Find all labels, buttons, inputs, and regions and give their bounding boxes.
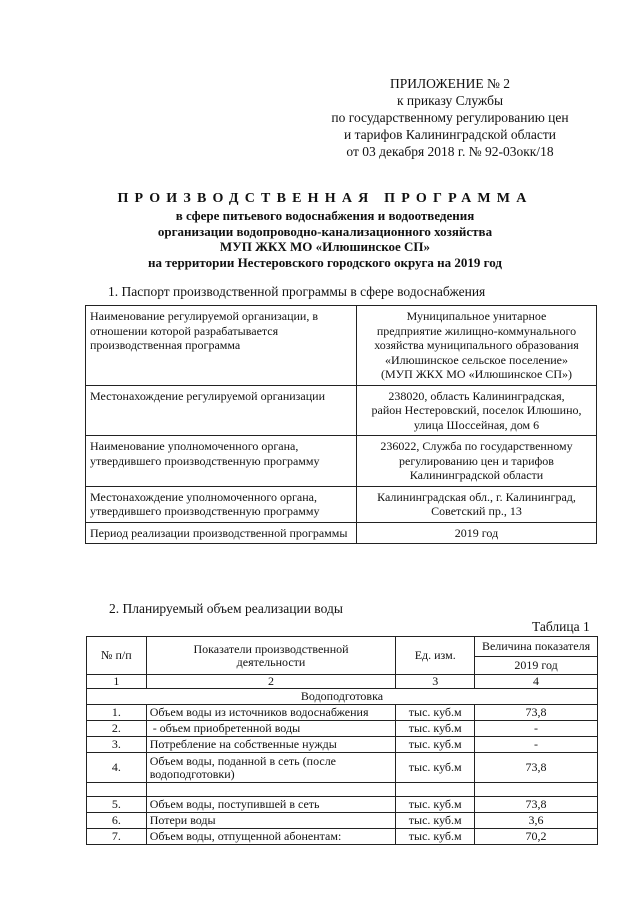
index-row xyxy=(87,675,598,689)
row-unit: тыс. куб.м xyxy=(396,753,475,783)
row-value: 73,8 xyxy=(475,705,598,721)
appendix-line: от 03 декабря 2018 г. № 92-03окк/18 xyxy=(346,144,554,159)
value-line: 2019 год xyxy=(454,525,499,540)
row-name: Потребление на собственные нужды xyxy=(146,737,396,753)
row-value: 73,8 xyxy=(475,753,598,783)
row-num: 1. xyxy=(87,705,147,721)
passport-value xyxy=(357,436,597,487)
row-value: - xyxy=(475,737,598,753)
row-name: Потери воды xyxy=(146,813,396,829)
passport-table xyxy=(85,305,597,544)
row-num: 2. xyxy=(87,721,147,737)
header-row xyxy=(87,637,598,657)
value-line: улица Шоссейная, дом 6 xyxy=(413,417,540,432)
header-year: 2019 год xyxy=(475,657,598,675)
row-num: 6. xyxy=(87,813,147,829)
row-num: 4. xyxy=(87,753,147,783)
table-row xyxy=(87,797,598,813)
row-unit: тыс. куб.м xyxy=(396,797,475,813)
passport-row xyxy=(86,522,597,544)
title-main: ПРОИЗВОДСТВЕННАЯ ПРОГРАММА xyxy=(117,191,533,206)
row-num: 3. xyxy=(87,737,147,753)
spacer-row xyxy=(87,783,598,797)
value-line: Калининградская обл., г. Калининград, xyxy=(377,489,576,504)
row-unit: тыс. куб.м xyxy=(396,705,475,721)
header-value: Величина показателя xyxy=(475,637,598,657)
row-value: - xyxy=(475,721,598,737)
title-line: организации водопроводно-канализационного хозяйства xyxy=(157,223,493,239)
title-line: МУП ЖКХ МО «Илюшинское СП» xyxy=(219,239,431,254)
passport-label: Наименование регулируемой организации, в отношении которой разрабатывается производственная программа xyxy=(86,306,357,386)
passport-label: Местонахождение регулируемой организации xyxy=(86,385,357,436)
passport-row xyxy=(86,306,597,386)
value-line: предприятие жилищно-коммунального xyxy=(376,323,577,338)
table-row xyxy=(87,813,598,829)
value-line: (МУП ЖКХ МО «Илюшинское СП») xyxy=(381,367,572,381)
title-line: в сфере питьевого водоснабжения и водоотведения xyxy=(175,208,475,223)
value-line: район Нестеровский, поселок Илюшино, xyxy=(371,403,582,417)
passport-value xyxy=(357,486,597,522)
row-unit: тыс. куб.м xyxy=(396,829,475,845)
indicators-table xyxy=(86,636,598,845)
value-line: «Илюшинское сельское поселение» xyxy=(384,352,568,367)
value-line: 236022, Служба по государственному xyxy=(380,439,573,453)
row-unit: тыс. куб.м xyxy=(396,737,475,753)
row-name: Объем воды из источников водоснабжения xyxy=(146,705,396,721)
group-label: Водоподготовка xyxy=(87,689,598,705)
index-cell: 1 xyxy=(87,675,147,689)
value-line: Муниципальное унитарное xyxy=(406,309,547,323)
passport-label: Наименование уполномоченного органа, утвердившего производственную программу xyxy=(86,436,357,487)
table-row xyxy=(87,721,598,737)
passport-value xyxy=(357,385,597,436)
passport-label: Местонахождение уполномоченного органа, утвердившего производственную программу xyxy=(86,486,357,522)
row-name: - объем приобретенной воды xyxy=(146,721,396,737)
section-1-heading: 1. Паспорт производственной программы в сфере водоснабжения xyxy=(108,284,486,299)
value-line: Советский пр., 13 xyxy=(431,504,522,518)
value-line: Калининградской области xyxy=(409,468,544,482)
appendix-line: по государственному регулированию цен xyxy=(331,110,569,125)
title-line: на территории Нестеровского городского округа на 2019 год xyxy=(148,254,502,270)
passport-label: Период реализации производственной программы xyxy=(86,522,357,544)
passport-value xyxy=(357,522,597,544)
header-num: № п/п xyxy=(87,637,147,675)
index-cell: 2 xyxy=(146,675,396,689)
row-name: Объем воды, поступившей в сеть xyxy=(146,797,396,813)
document-title xyxy=(60,190,590,270)
value-line: 238020, область Калининградская, xyxy=(388,388,565,403)
value-line: хозяйства муниципального образования xyxy=(374,338,579,352)
row-unit: тыс. куб.м xyxy=(396,721,475,737)
section-2-heading: 2. Планируемый объем реализации воды xyxy=(109,601,343,616)
table-label: Таблица 1 xyxy=(532,619,590,634)
row-value: 73,8 xyxy=(475,797,598,813)
table-row xyxy=(87,753,598,783)
row-value: 70,2 xyxy=(475,829,598,845)
index-cell: 4 xyxy=(475,675,598,689)
row-name: Объем воды, отпущенной абонентам: xyxy=(146,829,396,845)
row-unit: тыс. куб.м xyxy=(396,813,475,829)
passport-row xyxy=(86,385,597,436)
passport-value xyxy=(357,306,597,386)
row-value: 3,6 xyxy=(475,813,598,829)
table-row xyxy=(87,829,598,845)
appendix-line: и тарифов Калининградской области xyxy=(344,127,556,142)
group-row xyxy=(87,689,598,705)
row-num: 7. xyxy=(87,829,147,845)
appendix-header xyxy=(300,75,600,160)
appendix-line: ПРИЛОЖЕНИЕ № 2 xyxy=(389,76,511,91)
appendix-line: к приказу Службы xyxy=(396,93,504,108)
table-row xyxy=(87,737,598,753)
row-name: Объем воды, поданной в сеть (после водоподготовки) xyxy=(146,753,396,783)
row-num: 5. xyxy=(87,797,147,813)
index-cell: 3 xyxy=(396,675,475,689)
passport-row xyxy=(86,436,597,487)
table-row xyxy=(87,705,598,721)
header-indicator: Показатели производственной деятельности xyxy=(146,637,396,675)
value-line: регулированию цен и тарифов xyxy=(399,453,554,468)
header-unit: Ед. изм. xyxy=(396,637,475,675)
passport-row xyxy=(86,486,597,522)
